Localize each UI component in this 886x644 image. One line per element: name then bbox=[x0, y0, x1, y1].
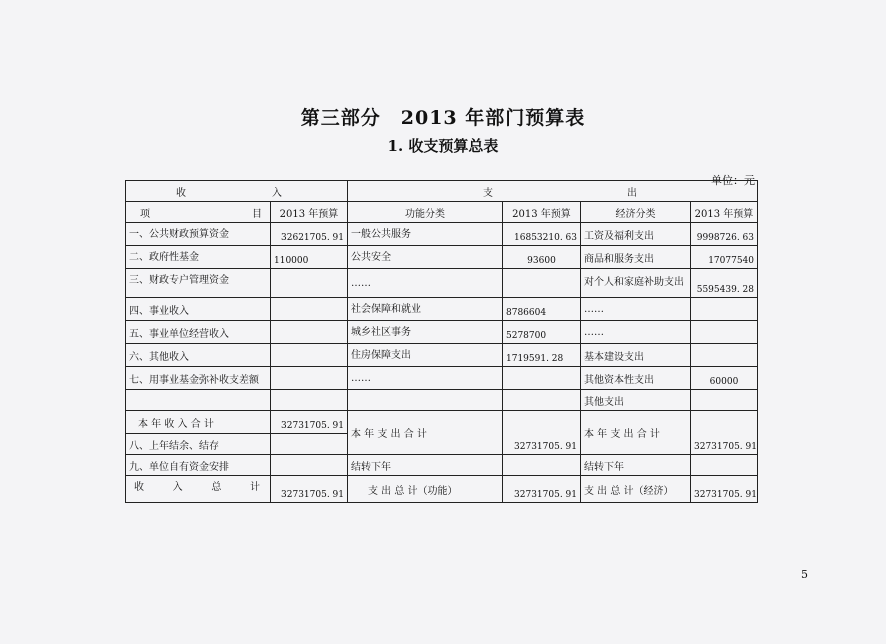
functional-class-header: 功能分类 bbox=[348, 202, 503, 223]
grand-income-amount: 32731705. 91 bbox=[271, 476, 348, 503]
page-title: 第三部分 2013 年部门预算表 bbox=[300, 107, 586, 129]
grand-econ-label: 支 出 总 计（经济） bbox=[581, 476, 691, 503]
item-header: 项 目 bbox=[126, 202, 271, 223]
income-total-label: 本 年 收 入 合 计 bbox=[126, 411, 271, 434]
table-row: 四、事业收入 社会保障和就业 8786604 …… bbox=[126, 298, 758, 321]
carry-forward-func: 结转下年 bbox=[348, 455, 503, 476]
expense-total-func-amount: 32731705. 91 bbox=[503, 411, 581, 455]
func-budget-header: 2013 年预算 bbox=[503, 202, 581, 223]
page-number: 5 bbox=[801, 568, 808, 581]
carry-over-label: 八、上年结余、结存 bbox=[126, 434, 271, 455]
grand-total-row bbox=[126, 476, 758, 503]
table-row: 一、公共财政预算资金 32621705. 91 一般公共服务 16853210. 63 工资及福利支出 9998726. 63 bbox=[126, 223, 758, 246]
carry-forward-econ: 结转下年 bbox=[581, 455, 691, 476]
expense-header: 支 出 bbox=[348, 181, 758, 202]
table-row: 其他支出 bbox=[126, 390, 758, 411]
table-header-row bbox=[126, 181, 758, 202]
table-row: 三、财政专户管理资金 …… 对个人和家庭补助支出 5595439. 28 bbox=[126, 269, 758, 298]
self-funds-label: 九、单位自有资金安排 bbox=[126, 455, 271, 476]
column-header-row bbox=[126, 202, 758, 223]
table-row: 六、其他收入 住房保障支出 1719591. 28 基本建设支出 bbox=[126, 344, 758, 367]
income-total-row bbox=[126, 411, 758, 434]
expense-total-label: 本 年 支 出 合 计 bbox=[348, 411, 503, 455]
grand-income-label: 收 入 总 计 bbox=[126, 476, 271, 503]
income-header: 收 入 bbox=[126, 181, 348, 202]
table-row: 七、用事业基金弥补收支差额 …… 其他资本性支出 60000 bbox=[126, 367, 758, 390]
expense-total-econ-label: 本 年 支 出 合 计 bbox=[581, 411, 691, 455]
budget-summary-table bbox=[125, 180, 758, 503]
table-title: 1. 收支预算总表 bbox=[387, 137, 499, 155]
econ-budget-header: 2013 年预算 bbox=[691, 202, 758, 223]
income-budget-header: 2013 年预算 bbox=[271, 202, 348, 223]
unit-label: 单位：元 bbox=[711, 174, 755, 187]
grand-econ-amount: 32731705. 91 bbox=[691, 476, 758, 503]
economic-class-header: 经济分类 bbox=[581, 202, 691, 223]
table-row bbox=[126, 455, 758, 476]
income-total-amount: 32731705. 91 bbox=[271, 411, 348, 434]
table-row: 五、事业单位经营收入 城乡社区事务 5278700 …… bbox=[126, 321, 758, 344]
table-row: 二、政府性基金 110000 公共安全 93600 商品和服务支出 17077540 bbox=[126, 246, 758, 269]
grand-func-amount: 32731705. 91 bbox=[503, 476, 581, 503]
expense-total-econ-amount: 32731705. 91 bbox=[691, 411, 758, 455]
grand-func-label: 支 出 总 计（功能） bbox=[348, 476, 503, 503]
